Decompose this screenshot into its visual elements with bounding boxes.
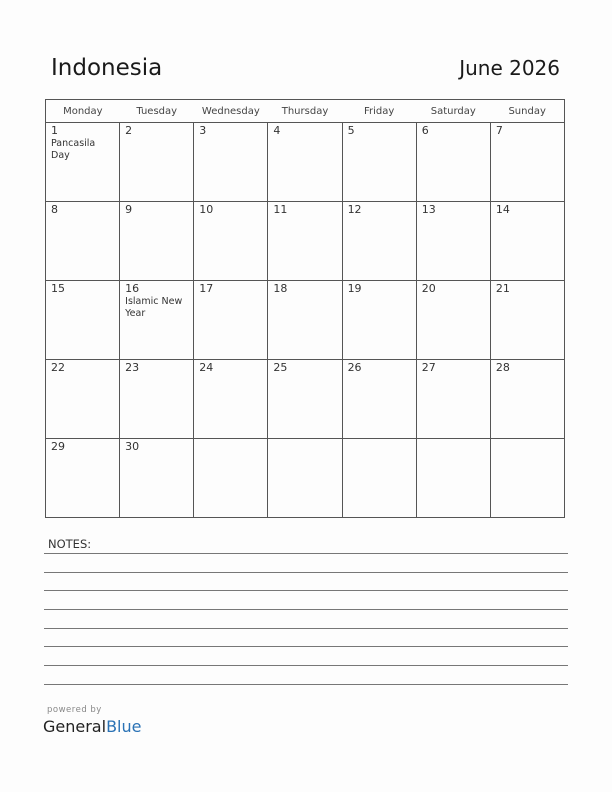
- day-cell: [268, 202, 342, 281]
- holiday-label: Islamic New Year: [125, 296, 183, 319]
- day-cell: [342, 360, 416, 439]
- day-number: 7: [495, 124, 503, 137]
- week-row: [46, 123, 565, 202]
- day-number: 18: [273, 282, 288, 295]
- weekday-header: Friday: [342, 100, 416, 123]
- week-row: [46, 202, 565, 281]
- day-cell: [46, 202, 120, 281]
- country-title: Indonesia: [51, 55, 163, 81]
- day-cell: [120, 360, 194, 439]
- day-number: 4: [273, 124, 281, 137]
- day-cell: [194, 202, 268, 281]
- day-cell: [268, 360, 342, 439]
- weekday-header: Sunday: [490, 100, 564, 123]
- day-number: 1: [51, 124, 58, 137]
- note-line: [44, 684, 568, 685]
- day-cell: [194, 360, 268, 439]
- week-row: [46, 360, 565, 439]
- day-number: 16: [125, 282, 140, 295]
- day-number: 17: [199, 282, 214, 295]
- day-number: 25: [273, 361, 288, 374]
- day-number: 28: [495, 361, 510, 374]
- day-cell: [342, 123, 416, 202]
- day-number: 9: [125, 203, 133, 216]
- day-cell: [46, 439, 120, 518]
- day-cell: [342, 439, 416, 518]
- calendar-grid: [45, 99, 565, 518]
- week-row: [46, 281, 565, 360]
- day-number: 15: [51, 282, 65, 295]
- day-cell: [416, 202, 490, 281]
- note-line: [44, 665, 568, 666]
- day-cell: [194, 439, 268, 518]
- day-number: 3: [199, 124, 207, 137]
- note-line: [44, 572, 568, 573]
- day-cell: [120, 439, 194, 518]
- day-cell: [490, 123, 564, 202]
- powered-by-text: powered by: [47, 705, 102, 715]
- day-number: 12: [347, 203, 362, 216]
- day-cell: [416, 281, 490, 360]
- day-cell: [416, 360, 490, 439]
- day-cell: [46, 123, 120, 202]
- day-number: 23: [125, 361, 140, 374]
- weekday-header: Monday: [46, 100, 120, 123]
- weekday-header: Wednesday: [194, 100, 268, 123]
- week-row: [46, 439, 565, 518]
- note-line: [44, 646, 568, 647]
- day-number: 6: [421, 124, 429, 137]
- day-number: 11: [273, 203, 288, 216]
- note-line: [44, 553, 568, 554]
- day-cell: [46, 281, 120, 360]
- day-number: 26: [347, 361, 362, 374]
- weekday-header: Saturday: [416, 100, 490, 123]
- weekday-header-row: [46, 100, 565, 123]
- day-cell: [268, 439, 342, 518]
- day-cell: [194, 123, 268, 202]
- day-cell: [120, 281, 194, 360]
- day-cell: [490, 360, 564, 439]
- day-number: 5: [347, 124, 355, 137]
- day-number: 24: [199, 361, 214, 374]
- day-cell: [268, 123, 342, 202]
- day-number: 10: [199, 203, 214, 216]
- brand-general: General: [43, 717, 107, 736]
- day-cell: [490, 439, 564, 518]
- day-number: 22: [51, 361, 65, 374]
- brand-blue: Blue: [106, 717, 142, 736]
- weekday-header: Tuesday: [120, 100, 194, 123]
- day-number: 20: [421, 282, 436, 295]
- notes-label: NOTES:: [48, 537, 92, 551]
- day-cell: [120, 123, 194, 202]
- day-cell: [416, 123, 490, 202]
- generalblue-logo: [43, 717, 141, 736]
- holiday-label: Pancasila Day: [51, 138, 96, 161]
- day-number: 29: [51, 440, 65, 453]
- note-line: [44, 609, 568, 610]
- month-year-title: June 2026: [459, 56, 560, 80]
- day-number: 30: [125, 440, 140, 453]
- note-line: [44, 628, 568, 629]
- day-number: 19: [347, 282, 362, 295]
- day-number: 2: [125, 124, 133, 137]
- day-number: 8: [51, 203, 58, 216]
- day-cell: [46, 360, 120, 439]
- day-cell: [490, 281, 564, 360]
- day-cell: [120, 202, 194, 281]
- day-cell: [416, 439, 490, 518]
- day-cell: [342, 281, 416, 360]
- day-cell: [342, 202, 416, 281]
- note-line: [44, 590, 568, 591]
- day-cell: [268, 281, 342, 360]
- day-number: 27: [421, 361, 436, 374]
- weekday-header: Thursday: [268, 100, 342, 123]
- day-number: 14: [495, 203, 510, 216]
- day-number: 21: [495, 282, 510, 295]
- day-cell: [490, 202, 564, 281]
- day-number: 13: [421, 203, 436, 216]
- day-cell: [194, 281, 268, 360]
